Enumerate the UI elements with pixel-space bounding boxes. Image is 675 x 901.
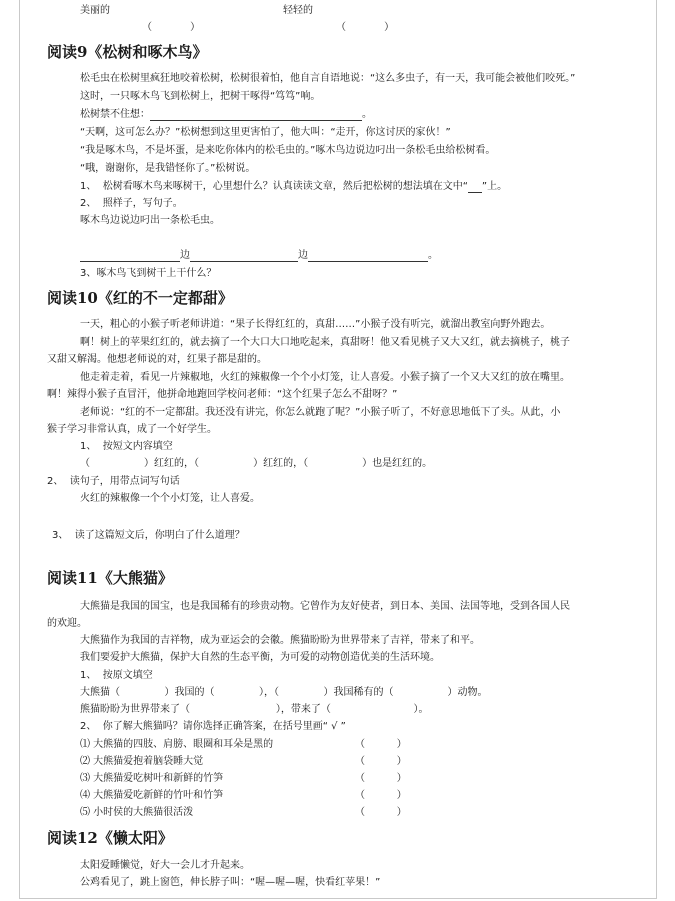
- s9-question-1: 1、 松树看啄木鸟来啄树干，心里想什么？认真读读文章，然后把松树的想法填在文中“ ”上。: [80, 181, 508, 192]
- s10-question-2-sentence: 火红的辣椒像一个个小灯笼，让人喜爱。: [80, 493, 260, 504]
- s11-option-4-paren: （ ）: [355, 790, 407, 801]
- s10-question-1: 1、 按短文内容填空: [80, 441, 173, 452]
- s11-para-1b: 的欢迎。: [47, 618, 87, 629]
- s11-option-3: ⑶ 大熊猫爱吃树叶和新鲜的竹笋: [80, 773, 224, 784]
- section-title-9: 阅读9《松树和啄木鸟》: [47, 43, 208, 61]
- s10-para-4b: 猴子学习非常认真，成了一个好学生。: [47, 424, 217, 435]
- section-title-10: 阅读10《红的不一定都甜》: [47, 289, 233, 307]
- word-meili: 美丽的: [80, 5, 110, 16]
- s11-option-2-paren: （ ）: [355, 756, 407, 767]
- s10-para-3a: 他走着走着，看见一片辣椒地，火红的辣椒像一个个小灯笼，让人喜爱。小猴子摘了一个又大又红的放在嘴里。: [80, 372, 570, 383]
- s11-option-2: ⑵ 大熊猫爱抱着脑袋睡大觉: [80, 756, 204, 767]
- s10-para-1: 一天，粗心的小猴子听老师讲道：“果子长得红红的，真甜……”小猴子没有听完，就溜出教室向野外跑去。: [80, 319, 551, 330]
- blank-paren-1: （ ）: [142, 22, 201, 33]
- s9-blank-line: [150, 110, 362, 121]
- s10-para-4a: 老师说：“红的不一定都甜。我还没有讲完，你怎么就跑了呢？”小猴子听了，不好意思地低下了头。从此，小: [80, 407, 561, 418]
- s10-question-2: 2、 读句子，用带点词写句话: [47, 476, 180, 487]
- s10-fill-1: （ ）红红的，（ ）红红的，（ ）也是红红的。: [80, 458, 433, 469]
- s12-para-1: 太阳爱睡懒觉，好大一会儿才升起来。: [80, 860, 250, 871]
- section-title-11: 阅读11《大熊猫》: [47, 569, 173, 587]
- s9-para-4: “天啊，这可怎么办？”松树想到这里更害怕了，他大叫：“走开，你这讨厌的家伙！”: [80, 127, 451, 138]
- s11-option-4: ⑷ 大熊猫爱吃新鲜的竹叶和竹笋: [80, 790, 224, 801]
- s11-option-5: ⑸ 小时侯的大熊猫很活泼: [80, 807, 194, 818]
- s12-para-2: 公鸡看见了，跳上窗笆，伸长脖子叫：“喔—喔—喔，快看红苹果！”: [80, 877, 381, 888]
- s9-answer-line: 边 边 。: [80, 249, 438, 262]
- s10-question-3: 3、 读了这篇短文后，你明白了什么道理？: [52, 530, 245, 541]
- s11-option-3-paren: （ ）: [355, 773, 407, 784]
- s11-question-1: 1、 按原文填空: [80, 670, 153, 681]
- blank-paren-2: （ ）: [336, 22, 395, 33]
- s11-option-1: ⑴ 大熊猫的四肢、肩膀、眼圈和耳朵是黑的: [80, 739, 274, 750]
- s11-para-3: 我们要爱护大熊猫，保护大自然的生态平衡，为可爱的动物创造优美的生活环境。: [80, 652, 440, 663]
- s9-question-2: 2、 照样子，写句子。: [80, 198, 183, 209]
- s9-para-5: “我是啄木鸟，不是坏蛋，是来吃你体内的松毛虫的。”啄木鸟边说边叼出一条松毛虫给松树看。: [80, 145, 496, 156]
- s9-para-1: 松毛虫在松树里疯狂地咬着松树，松树很着怕，他自言自语地说：“这么多虫子，有一天，我可能会被他们咬死。”: [80, 73, 576, 84]
- s9-para-6: “哦，谢谢你，是我错怪你了。”松树说。: [80, 163, 256, 174]
- s10-para-2b: 又甜又解渴。他想老师说的对，红果子都是甜的。: [47, 354, 267, 365]
- s11-option-5-paren: （ ）: [355, 807, 407, 818]
- s11-option-1-paren: （ ）: [355, 739, 407, 750]
- s11-para-2: 大熊猫作为我国的吉祥物，成为亚运会的会徽。熊猫盼盼为世界带来了吉祥，带来了和平。: [80, 635, 480, 646]
- s9-para-3: 松树禁不住想： 。: [80, 109, 372, 120]
- s9-question-3: 3、啄木鸟飞到树干上干什么？: [80, 268, 217, 279]
- s11-para-1a: 大熊猫是我国的国宝，也是我国稀有的珍贵动物。它曾作为友好使者，到日本、美国、法国等地，受到各国人民: [80, 601, 570, 612]
- s9-question-2-example: 啄木鸟边说边叼出一条松毛虫。: [80, 215, 220, 226]
- s11-question-2: 2、 你了解大熊猫吗？请你选择正确答案，在括号里画“ √ ”: [80, 721, 346, 732]
- s11-fill-2: 熊猫盼盼为世界带来了（ ），带来了（ ）。: [80, 704, 429, 715]
- s11-fill-1: 大熊猫（ ）我国的（ ），（ ）我国稀有的（ ）动物。: [80, 687, 488, 698]
- section-title-12: 阅读12《懒太阳》: [47, 829, 173, 847]
- s9-para-2: 这时，一只啄木鸟飞到松树上，把树干啄得“笃笃”响。: [80, 91, 321, 102]
- word-qingqing: 轻轻的: [283, 5, 313, 16]
- s10-para-2a: 啊！树上的苹果红红的，就去摘了一个大口大口地吃起来，真甜呀！他又看见桃子又大又红，就去摘桃子，桃子: [80, 337, 570, 348]
- s10-para-3b: 啊！辣得小猴子直冒汗，他拼命地跑回学校问老师：“这个红果子怎么不甜呀？”: [47, 389, 398, 400]
